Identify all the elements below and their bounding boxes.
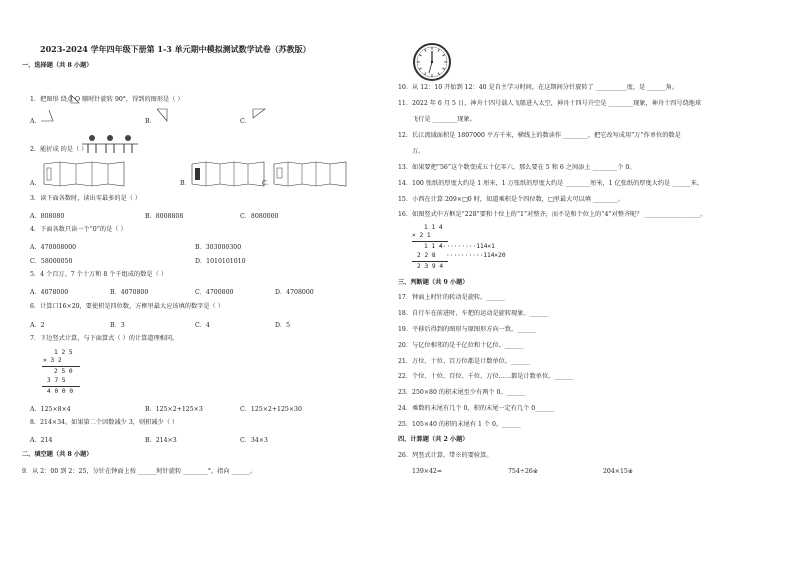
q6-option-b: B．3 [110,322,125,329]
q7-calc-line: 3 7 5 [47,377,66,384]
question-14: 14．100 张纸的厚度大约是 1 厘米，1 万张纸的厚度大约是 ________厘米，1 亿张纸的厚度大约是 ______米。 [398,180,704,187]
question-1: 1．把图形 绕点 O 顺时针旋转 90°，得到的图形是（ ） [30,96,184,103]
q6-option-d: D．5 [275,322,291,329]
right-column [398,0,764,561]
q5-option-c: C．4700800 [195,289,234,296]
question-10: 10．从 12：10 开始到 12：40 是自主学习时间，在这期间分针旋转了 __________度，是 ______角。 [398,84,679,91]
q5-option-d: D．4708000 [275,289,314,296]
q3-option-c: C．8080000 [240,213,279,220]
section-judge: 三、判断题（共 9 小题） [398,279,469,286]
q2-option-b: B． [180,180,191,187]
question-26: 26．列竖式计算，带※的要验算。 [398,452,493,459]
q4-option-a: A．470008000 [30,244,77,251]
q7-calc-line: × 3 2 [43,357,62,364]
q16-calc-line: × 2 1 [412,232,431,239]
q1-option-c-figure [252,108,266,122]
q16-calc-line: 2 3 9 4 [417,263,444,270]
q7-calc-line: 1 2 5 [54,349,73,356]
q6-option-c: C．4 [195,322,210,329]
judge-item: 23．250×80 的积末尾至少有两个 0。______ [398,389,526,396]
calc-item: 204×15※ [603,468,634,475]
judge-item: 19．平移后得到的图形与原图形方向一致。______ [398,326,536,333]
clock-icon [412,42,452,82]
q16-calc-line: 1 1 4 [424,243,443,250]
calc-item: 754÷26※ [508,468,539,475]
q1-option-b-figure [155,108,169,122]
judge-item: 24．乘数的末尾有几个 0，积的末尾一定有几个 0______ [398,405,554,412]
question-16: 16．如图竖式中方框是“228”要和十位上的“1”对整齐，而不是和个位上的“4”对整齐呢？ __________________。 [398,211,707,218]
question-11-cont: 飞行是 ________现象。 [412,116,476,123]
question-11: 11．2022 年 6 月 5 日，神舟十四号载人飞船进入太空，神舟十四号升空是 ________现象，神舟十四号绕地球 [398,100,702,107]
question-13: 13．如果要把“56”这个数变成五十亿零六，那么要在 5 和 6 之间添上 ________个 0。 [398,164,636,171]
question-9: 9．从 2：00 到 2：25，分针在钟面上按 ______时针旋转 ________°，指向 ______。 [22,468,257,475]
question-12-cont: 万。 [412,148,425,155]
question-15: 15．小西在计算 209×□0 时，知道乘积是个四位数，□里最大可以填 ________。 [398,196,624,203]
q1-option-a: A． [30,118,41,125]
question-2: 2．能折成 的是（ ） [30,146,88,153]
page-title: 2023-2024 学年四年级下册第 1-3 单元期中模拟测试数学试卷（苏教版） [40,44,311,54]
q2-option-b-figure [190,160,270,188]
q3-option-a: A．808080 [30,213,65,220]
q2-option-a-figure [42,160,132,188]
q7-option-b: B．125×2+125×3 [145,406,203,413]
q8-option-c: C．34×3 [240,437,268,444]
paper-people-figure [80,132,140,154]
q2-option-c: C． [262,180,273,187]
q4-option-b: B．303000300 [195,244,242,251]
q1-option-a-figure [40,108,54,122]
q7-calc-line: 4 0 0 0 [47,388,74,395]
q1-option-c: C． [240,118,251,125]
q6-option-a: A．2 [30,322,45,329]
judge-item: 18．自行车在前进时，车把的运动是旋转现象。______ [398,310,549,317]
q5-option-a: A．4078000 [30,289,69,296]
question-6: 6．计算口16×20，要使积是四位数，方框里最大应该填的数字是（ ） [30,303,224,310]
q7-option-a: A．125×8×4 [30,406,71,413]
q16-note: ··········114×20 [446,252,506,259]
q1-option-b: B． [145,118,156,125]
q4-option-d: D．1010101010 [195,258,246,265]
q7-option-c: C．125×2+125×30 [240,406,302,413]
section-choice: 一、选择题（共 8 小题） [22,62,93,69]
judge-item: 20．与亿位相邻的是千亿位和十亿位。______ [398,342,524,349]
q16-calc-line: 2 2 8 [417,252,436,259]
left-column [22,0,385,561]
judge-item: 17．钟面上时针的转动是旋转。______ [398,294,505,301]
judge-item: 21．万位、十位、百万位都是计数单位。______ [398,358,530,365]
question-8: 8．214×34，如果第二个因数减少 3，则积减少（ ） [30,419,179,426]
q8-option-b: B．214×3 [145,437,177,444]
question-4: 4．下面各数只读一个“0”的是（ ） [30,226,127,233]
q8-option-a: A．214 [30,437,53,444]
q16-calc-line: 1 1 4 [424,224,443,231]
q7-calc-line: 2 5 0 [54,368,73,375]
q2-option-a: A． [30,180,41,187]
rotation-shape-figure [70,94,84,104]
q3-option-b: B．8008808 [145,213,184,220]
section-calculation: 四、计算题（共 2 小题） [398,436,469,443]
question-5: 5．4 个百万、7 个十万和 8 个千组成的数是（ ） [30,271,167,278]
question-12: 12．长江流域面积是 1807000 平方千米，横线上的数读作 ________，把它改写成用“万”作单位的数是 [398,132,681,139]
judge-item: 25．105×40 的积的末尾有 1 个 0。______ [398,421,521,428]
question-3: 3．读下面各数时，读出零最多的是（ ） [30,195,142,202]
q2-option-c-figure [272,160,352,188]
calc-item: 139×42= [412,468,443,475]
q4-option-c: C．58000050 [30,258,73,265]
question-7: 7．下边竖式计算，与下面算式（ ）的计算道理相同。 [30,335,179,342]
section-fill-in: 二、填空题（共 8 小题） [22,451,93,458]
q16-note: ··········114×1 [439,243,495,250]
judge-item: 22．个位、十位、百位、千位、万位……都是计数单位。______ [398,373,573,380]
q5-option-b: B．4070800 [110,289,149,296]
